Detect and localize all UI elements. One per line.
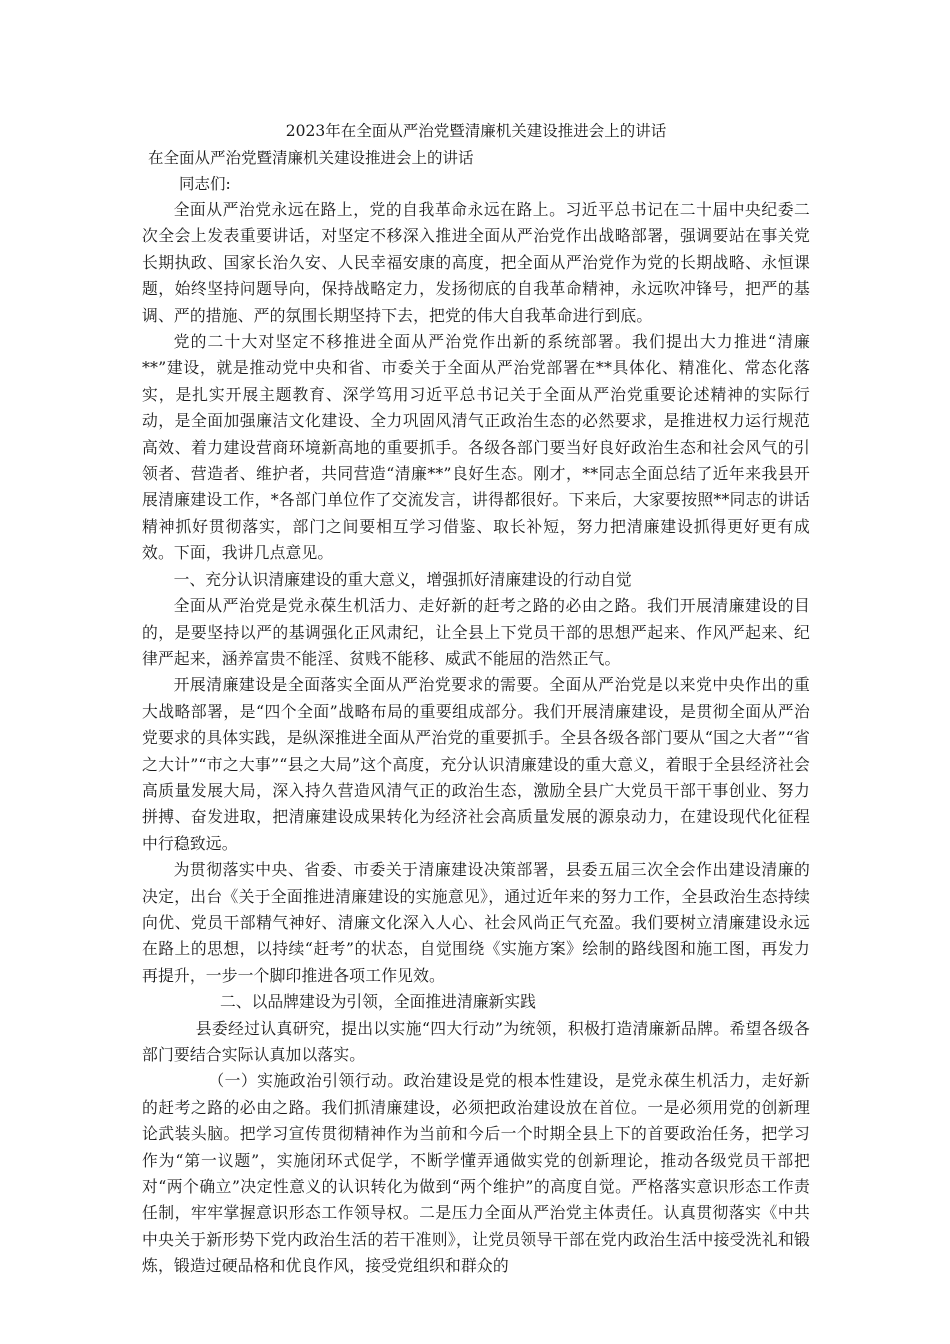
paragraph: 开展清廉建设是全面落实全面从严治党要求的需要。全面从严治党是以来党中央作出的重大战略部署，是“四个全面”战略布局的重要组成部分。我们开展清廉建设，是贯彻全面从严治党要求的具体实践，是纵深推进全面从严治党的重要抓手。全县各级各部门要从“国之大者”“省之大计”“市之大事”“县之大局”这个高度，充分认识清廉建设的重大意义，着眼于全县经济社会高质量发展大局，深入持久营造风清气正的政治生态，激励全县广大党员干部干事创业、努力拼搏、奋发进取，把清廉建设成果转化为经济社会高质量发展的源泉动力，在建设现代化征程中行稳致远。 (142, 675, 810, 853)
paragraph: 全面从严治党是党永葆生机活力、走好新的赶考之路的必由之路。我们开展清廉建设的目的，是要坚持以严的基调强化正风肃纪，让全县上下党员干部的思想严起来、作风严起来、纪律严起来，涵养富贵不能淫、贫贱不能移、威武不能屈的浩然正气。 (142, 596, 810, 668)
paragraph: 县委经过认真研究，提出以实施“四大行动”为统领，积极打造清廉新品牌。希望各级各部门要结合实际认真加以落实。 (142, 1018, 810, 1064)
paragraph: （一）实施政治引领行动。政治建设是党的根本性建设，是党永葆生机活力，走好新的赶考之路的必由之路。我们抓清廉建设，必须把政治建设放在首位。一是必须用党的创新理论武装头脑。把学习宣传贯彻精神作为当前和今后一个时期全县上下的首要政治任务，把学习作为“第一议题”，实施闭环式促学，不断学懂弄通做实党的创新理论，推动各级党员干部把对“两个确立”决定性意义的认识转化为做到“两个维护”的高度自觉。严格落实意识形态工作责任制，牢牢掌握意识形态工作领导权。二是压力全面从严治党主体责任。认真贯彻落实《中共中央关于新形势下党内政治生活的若干准则》，让党员领导干部在党内政治生活中接受洗礼和锻炼，锻造过硬品格和优良作风，接受党组织和群众的 (142, 1071, 810, 1276)
paragraph: 为贯彻落实中央、省委、市委关于清廉建设决策部署，县委五届三次全会作出建设清廉的决定，出台《关于全面推进清廉建设的实施意见》，通过近年来的努力工作，全县政治生态持续向优、党员干部精气神好、清廉文化深入人心、社会风尚正气充盈。我们要树立清廉建设永远在路上的思想，以持续“赶考”的状态，自觉围绕《实施方案》绘制的路线图和施工图，再发力再提升，一步一个脚印推进各项工作见效。 (142, 860, 810, 985)
paragraph: 党的二十大对坚定不移推进全面从严治党作出新的系统部署。我们提出大力推进“清廉**”建设，就是推动党中央和省、市委关于全面从严治党部署在**具体化、精准化、常态化落实，是扎实开展主题教育、深学笃用习近平总书记关于全面从严治党重要论述精神的实际行动，是全面加强廉洁文化建设、全力巩固风清气正政治生态的必然要求，是推进权力运行规范高效、着力建设营商环境新高地的重要抓手。各级各部门要当好良好政治生态和社会风气的引领者、营造者、维护者，共同营造“清廉**”良好生态。刚才，**同志全面总结了近年来我县开展清廉建设工作，*各部门单位作了交流发言，讲得都很好。下来后，大家要按照**同志的讲话精神抓好贯彻落实，部门之间要相互学习借鉴、取长补短，努力把清廉建设抓得更好更有成效。下面，我讲几点意见。 (142, 332, 810, 563)
paragraph: 全面从严治党永远在路上，党的自我革命永远在路上。习近平总书记在二十届中央纪委二次全会上发表重要讲话，对坚定不移深入推进全面从严治党作出战略部署，强调要站在事关党长期执政、国家长治久安、人民幸福安康的高度，把全面从严治党作为党的长期战略、永恒课题，始终坚持问题导向，保持战略定力，发扬彻底的自我革命精神，永远吹冲锋号，把严的基调、严的措施、严的氛围长期坚持下去，把党的伟大自我革命进行到底。 (142, 200, 810, 325)
section-heading: 一、充分认识清廉建设的重大意义，增强抓好清廉建设的行动自觉 (173, 569, 632, 589)
section-heading: 二、以品牌建设为引领，全面推进清廉新实践 (220, 992, 536, 1012)
document-title: 2023年在全面从严治党暨清廉机关建设推进会上的讲话 (285, 122, 667, 140)
document-page (142, 118, 810, 1280)
document-subtitle: 在全面从严治党暨清廉机关建设推进会上的讲话 (148, 149, 474, 167)
salutation: 同志们: (179, 175, 231, 193)
